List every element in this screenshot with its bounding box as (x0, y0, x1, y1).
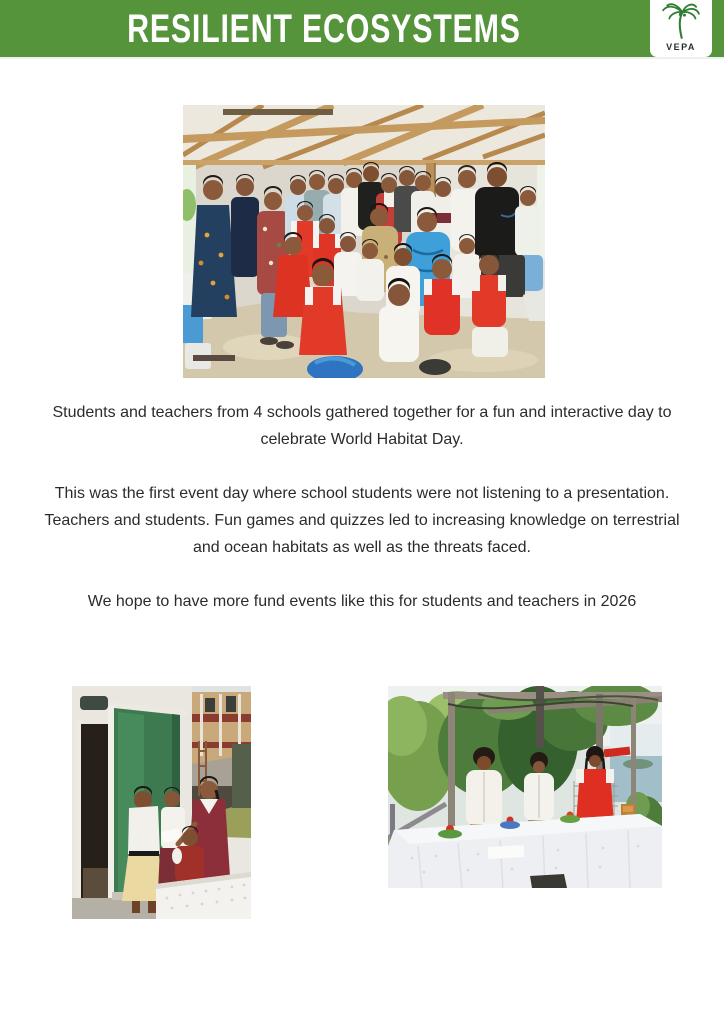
header-banner (0, 0, 724, 59)
palm-tree-icon (659, 2, 703, 42)
table-photo (388, 686, 662, 888)
page-title-text: RESILIENT ECOSYSTEMS (127, 7, 521, 51)
body-copy (32, 399, 692, 615)
door-photo (72, 686, 251, 919)
paragraph-3: We hope to have more fund events like this for students and teachers in 2026 (87, 593, 637, 610)
paragraph-1: Students and teachers from 4 schools gathered together for a fun and interactive day to celebrate World Habitat Day. (52, 404, 672, 448)
page-title (0, 0, 648, 59)
vepa-logo-text: VEPA (666, 42, 696, 52)
group-photo (183, 105, 545, 378)
vepa-logo (650, 0, 712, 57)
paragraph-2: This was the first event day where school students were not listening to a presentation. Teachers and students. Fun games and quizzes led to increasing knowledge on terrestrial and ocean habitats as well as the threats faced. (44, 485, 680, 556)
